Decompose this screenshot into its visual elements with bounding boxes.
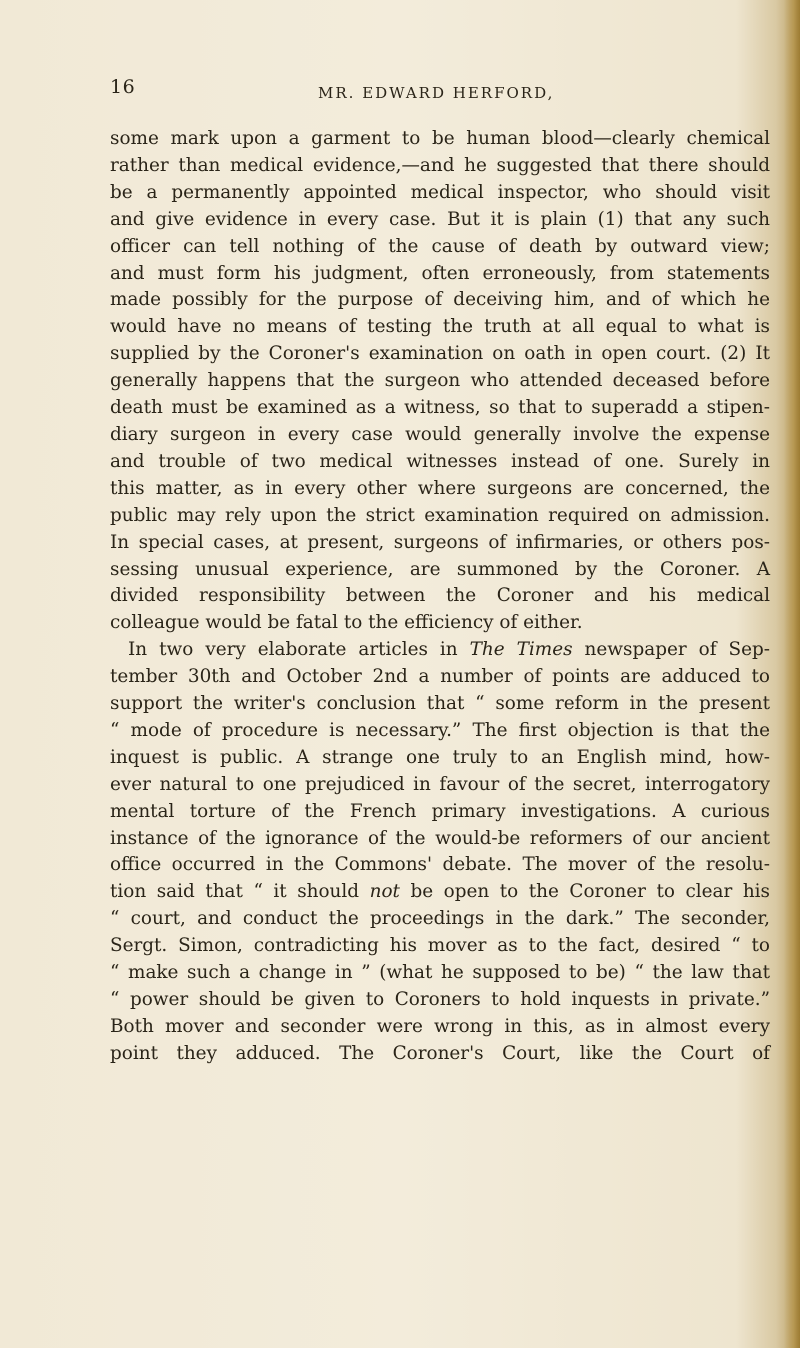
text-line: support the writer's conclusion that “ some reform in the present [110, 693, 770, 715]
text-line: In special cases, at present, surgeons of infirmaries, or others pos- [110, 531, 770, 553]
text-line: death must be examined as a witness, so that to superadd a stipen- [110, 397, 770, 419]
italic-text: The Times [469, 639, 573, 661]
italic-text: not [369, 881, 400, 903]
page-number: 16 [110, 76, 136, 98]
text-line: generally happens that the surgeon who attended deceased before [110, 370, 770, 392]
text-line: some mark upon a garment to be human blood—clearly chemical [110, 128, 770, 149]
text-line: would have no means of testing the truth at all equal to what is [110, 316, 770, 338]
text-segment: newspaper of Sep- [572, 639, 770, 661]
text-line: divided responsibility between the Coroner and his medical [110, 585, 770, 607]
running-head: MR. EDWARD HERFORD, [318, 84, 555, 102]
body-text [110, 126, 770, 1068]
text-line: office occurred in the Commons' debate. The mover of the resolu- [110, 854, 770, 876]
text-line: instance of the ignorance of the would-be reformers of our ancient [110, 827, 770, 849]
text-line: Sergt. Simon, contradicting his mover as to the fact, desired “ to [110, 935, 770, 957]
text-line: officer can tell nothing of the cause of death by outward view; [110, 235, 770, 257]
text-line: and must form his judgment, often erroneously, from statements [110, 262, 770, 284]
text-line: rather than medical evidence,—and he suggested that there should [110, 154, 770, 176]
text-line: “ mode of procedure is necessary.” The first objection is that the [110, 719, 770, 741]
text-line: and trouble of two medical witnesses instead of one. Surely in [110, 450, 770, 472]
text-line [110, 879, 770, 906]
text-segment: tion said that “ it should [110, 881, 370, 903]
text-line: Both mover and seconder were wrong in this, as in almost every [110, 1015, 770, 1037]
text-line: supplied by the Coroner's examination on oath in open court. (2) It [110, 343, 770, 365]
text-line: public may rely upon the strict examination required on admission. [110, 504, 770, 526]
text-line: “ make such a change in ” (what he supposed to be) “ the law that [110, 962, 770, 984]
text-line: this matter, as in every other where surgeons are concerned, the [110, 477, 770, 499]
text-segment: In two very elaborate articles in [128, 639, 470, 661]
text-line: point they adduced. The Coroner's Court, like the Court of [110, 1042, 770, 1064]
text-line: “ court, and conduct the proceedings in the dark.” The seconder, [110, 908, 770, 930]
text-line: and give evidence in every case. But it is plain (1) that any such [110, 208, 770, 230]
text-line: ever natural to one prejudiced in favour of the secret, interrogatory [110, 773, 770, 795]
page-edge-shading [784, 0, 800, 1348]
text-line: be a permanently appointed medical inspector, who should visit [110, 181, 770, 203]
text-line: made possibly for the purpose of deceiving him, and of which he [110, 289, 770, 311]
text-line: colleague would be fatal to the efficiency of either. [110, 612, 583, 634]
text-line: inquest is public. A strange one truly to an English mind, how- [110, 746, 770, 768]
text-line: “ power should be given to Coroners to hold inquests in private.” [110, 989, 770, 1010]
text-line: diary surgeon in every case would generally involve the expense [110, 423, 770, 445]
text-segment: be open to the Coroner to clear his [399, 881, 770, 903]
text-line: tember 30th and October 2nd a number of points are adduced to [110, 666, 770, 688]
text-line: sessing unusual experience, are summoned by the Coroner. A [110, 558, 770, 580]
text-line [110, 637, 770, 664]
text-line: mental torture of the French primary investigations. A curious [110, 800, 770, 822]
